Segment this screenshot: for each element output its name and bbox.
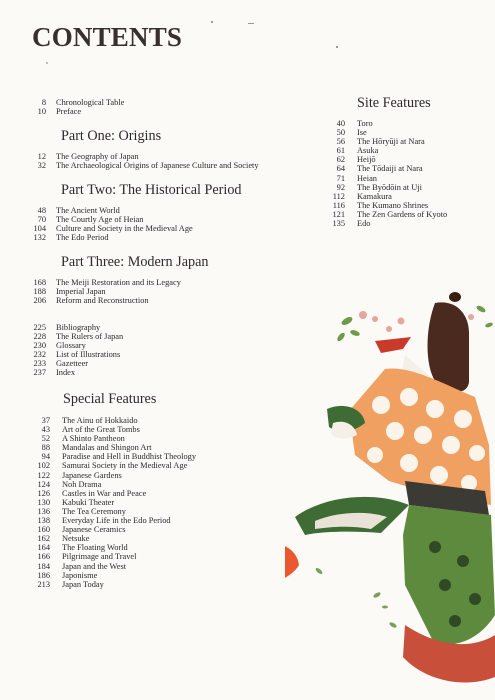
toc-page-number: 50 [336, 128, 345, 138]
hair [428, 302, 470, 391]
scan-speck [211, 21, 213, 23]
toc-entry-title: Netsuke [62, 534, 90, 544]
toc-entry-title: Noh Drama [62, 479, 102, 489]
toc-page-number: 166 [37, 552, 50, 562]
toc-page-number: 104 [33, 224, 46, 234]
toc-page-number: 130 [37, 497, 50, 507]
toc-entry-title: List of Illustrations [56, 350, 121, 360]
toc-entry-title: Mandalas and Shingon Art [62, 443, 152, 453]
toc-entry [325, 183, 447, 192]
toc-page-number: 71 [336, 173, 345, 183]
toc-page-number: 230 [33, 341, 46, 351]
toc-entry [28, 350, 123, 359]
toc-entry [28, 480, 196, 489]
toc-page-number: 40 [336, 119, 345, 128]
part-one-heading: Part One: Origins [61, 128, 162, 144]
toc-entry [28, 461, 196, 470]
toc-entry-title: Preface [56, 107, 82, 117]
toc-page-number: 37 [41, 416, 50, 425]
toc-entry [28, 224, 193, 233]
toc-page-number: 48 [37, 206, 46, 215]
toc-entry [28, 215, 193, 224]
toc-entry [28, 161, 259, 170]
toc-entry-title: Samurai Society in the Medieval Age [62, 461, 188, 471]
toc-entry-title: The Rulers of Japan [56, 332, 124, 342]
toc-entry [325, 137, 447, 146]
leaf-sprig-decoration [336, 304, 494, 342]
toc-entry [28, 580, 196, 589]
toc-page-number: 102 [37, 461, 50, 471]
toc-entry-title: The Floating World [62, 543, 128, 553]
toc-entry [28, 341, 123, 350]
toc-page-number: 92 [336, 182, 345, 192]
toc-entry [325, 219, 447, 228]
toc-entry [28, 443, 196, 452]
toc-entry-title: Japan Today [62, 579, 104, 589]
toc-entry [28, 471, 196, 480]
toc-entry [28, 287, 181, 296]
toc-entry [28, 98, 124, 107]
toc-page-number: 206 [33, 296, 46, 306]
toc-entry [28, 107, 124, 116]
toc-entry-title: Pilgrimage and Travel [62, 552, 137, 562]
toc-entry-title: The Ancient World [56, 206, 120, 215]
toc-page-number: 233 [33, 359, 46, 369]
toc-page-number: 188 [33, 287, 46, 297]
toc-entry [28, 543, 196, 552]
toc-entry [28, 434, 196, 443]
back-matter-list [28, 323, 123, 378]
grass-sprig-decoration [315, 567, 398, 629]
part-one-list [28, 152, 259, 170]
toc-entry-title: Edo [357, 219, 371, 229]
toc-entry-title: Japonisme [62, 570, 98, 580]
toc-entry [28, 498, 196, 507]
part-two-list [28, 206, 193, 242]
toc-entry [28, 525, 196, 534]
toc-page-number: 112 [332, 191, 345, 201]
toc-entry [28, 562, 196, 571]
toc-entry-title: Glossary [56, 341, 86, 351]
special-features-list [28, 416, 196, 589]
toc-entry [28, 425, 196, 434]
site-features-list [325, 119, 447, 228]
toc-page-number: 10 [37, 107, 46, 117]
toc-entry-title: A Shinto Pantheon [62, 434, 125, 444]
toc-entry-title: Kamakura [357, 191, 392, 201]
toc-page-number: 135 [332, 219, 345, 229]
kimono-skirt [403, 505, 495, 645]
toc-page-number: 62 [336, 155, 345, 165]
toc-entry-title: The Kumano Shrines [357, 200, 429, 210]
toc-entry [28, 332, 123, 341]
toc-entry-title: The Tea Ceremony [62, 506, 126, 516]
front-matter-list [28, 98, 124, 116]
scan-speck [336, 46, 338, 48]
toc-entry [325, 164, 447, 173]
toc-page-number: 64 [336, 164, 345, 174]
toc-entry [325, 146, 447, 155]
toc-page-number: 164 [37, 543, 50, 553]
toc-entry-title: Reform and Reconstruction [56, 296, 149, 306]
scan-speck [248, 23, 254, 24]
toc-page-number: 126 [37, 488, 50, 498]
toc-entry-title: Everyday Life in the Edo Period [62, 516, 171, 526]
toc-page-number: 232 [33, 350, 46, 360]
toc-page-number: 116 [332, 200, 345, 210]
toc-entry-title: The Tōdaiji at Nara [357, 164, 423, 174]
toc-entry-title: Kabuki Theater [62, 497, 115, 507]
toc-entry-title: Heijō [357, 155, 376, 165]
toc-page-number: 162 [37, 534, 50, 544]
toc-page-number: 94 [41, 452, 50, 462]
toc-entry-title: The Byōdōin at Uji [357, 182, 422, 192]
toc-entry [325, 128, 447, 137]
toc-entry [28, 534, 196, 543]
toc-page-number: 184 [37, 561, 50, 571]
toc-page-number: 136 [37, 506, 50, 516]
toc-page-number: 138 [37, 516, 50, 526]
red-ribbon-decoration [375, 337, 411, 353]
toc-page-number: 228 [33, 332, 46, 342]
toc-entry-title: The Hōryūji at Nara [357, 137, 425, 147]
toc-entry [28, 507, 196, 516]
toc-page-number: 124 [37, 479, 50, 489]
toc-entry-title: Bibliography [56, 323, 101, 332]
toc-page-number: 12 [37, 152, 46, 161]
toc-entry-title: The Zen Gardens of Kyoto [357, 209, 448, 219]
toc-entry-title: Toro [357, 119, 373, 128]
toc-entry [325, 201, 447, 210]
toc-entry-title: The Edo Period [56, 233, 109, 243]
toc-entry [28, 206, 193, 215]
toc-entry [28, 152, 259, 161]
toc-entry [28, 571, 196, 580]
toc-page-number: 52 [41, 434, 50, 444]
toc-entry-title: Gazetteer [56, 359, 89, 369]
toc-entry [28, 516, 196, 525]
orange-fan-decoration [285, 543, 299, 581]
toc-entry [28, 233, 193, 242]
toc-page-number: 237 [33, 368, 46, 378]
toc-entry-title: Ise [357, 128, 367, 138]
toc-entry-title: Art of the Great Tombs [62, 425, 140, 435]
toc-entry [325, 210, 447, 219]
toc-entry-title: The Courtly Age of Heian [56, 215, 144, 225]
toc-page-number: 160 [37, 525, 50, 535]
toc-entry-title: Japanese Gardens [62, 470, 122, 480]
toc-page-number: 132 [33, 233, 46, 243]
toc-page-number: 121 [332, 209, 345, 219]
toc-page-number: 43 [41, 425, 50, 435]
toc-entry-title: Imperial Japan [56, 287, 106, 297]
part-two-heading: Part Two: The Historical Period [61, 182, 242, 198]
toc-entry-title: Japanese Ceramics [62, 525, 126, 535]
toc-entry [28, 323, 123, 332]
scan-speck [46, 62, 48, 64]
toc-entry-title: Asuka [357, 146, 379, 156]
toc-page-number: 88 [41, 443, 50, 453]
toc-page-number: 8 [41, 98, 46, 107]
toc-entry-title: The Ainu of Hokkaido [62, 416, 138, 425]
toc-entry-title: The Meiji Restoration and its Legacy [56, 278, 181, 287]
page-title: CONTENTS [32, 22, 183, 52]
toc-page-number: 186 [37, 570, 50, 580]
toc-page-number: 168 [33, 278, 46, 287]
toc-entry [325, 119, 447, 128]
toc-entry [28, 452, 196, 461]
toc-entry [28, 359, 123, 368]
toc-entry-title: Paradise and Hell in Buddhist Theology [62, 452, 197, 462]
toc-entry [325, 155, 447, 164]
toc-entry [28, 368, 123, 377]
toc-entry-title: Heian [357, 173, 377, 183]
toc-page-number: 32 [37, 161, 46, 171]
toc-entry [325, 192, 447, 201]
toc-page-number: 225 [33, 323, 46, 332]
special-features-heading: Special Features [63, 391, 157, 407]
toc-page-number: 213 [37, 579, 50, 589]
site-features-heading: Site Features [357, 95, 431, 111]
toc-page-number: 56 [336, 137, 345, 147]
toc-entry-title: The Archaeological Origins of Japanese Culture and Society [56, 161, 259, 171]
toc-entry [325, 174, 447, 183]
toc-page-number: 70 [37, 215, 46, 225]
toc-entry-title: Culture and Society in the Medieval Age [56, 224, 193, 234]
toc-entry [28, 278, 181, 287]
hair-knot [449, 292, 461, 302]
toc-entry-title: Japan and the West [62, 561, 127, 571]
toc-entry [28, 552, 196, 561]
toc-entry-title: Index [56, 368, 76, 378]
part-three-heading: Part Three: Modern Japan [61, 254, 209, 270]
kimono-figure-illustration [285, 285, 495, 700]
toc-entry [28, 416, 196, 425]
toc-page-number: 61 [336, 146, 345, 156]
toc-entry [28, 489, 196, 498]
part-three-list [28, 278, 181, 305]
toc-entry-title: Chronological Table [56, 98, 125, 107]
toc-page-number: 122 [37, 470, 50, 480]
toc-entry-title: The Geography of Japan [56, 152, 139, 161]
toc-entry-title: Castles in War and Peace [62, 488, 147, 498]
toc-entry [28, 296, 181, 305]
